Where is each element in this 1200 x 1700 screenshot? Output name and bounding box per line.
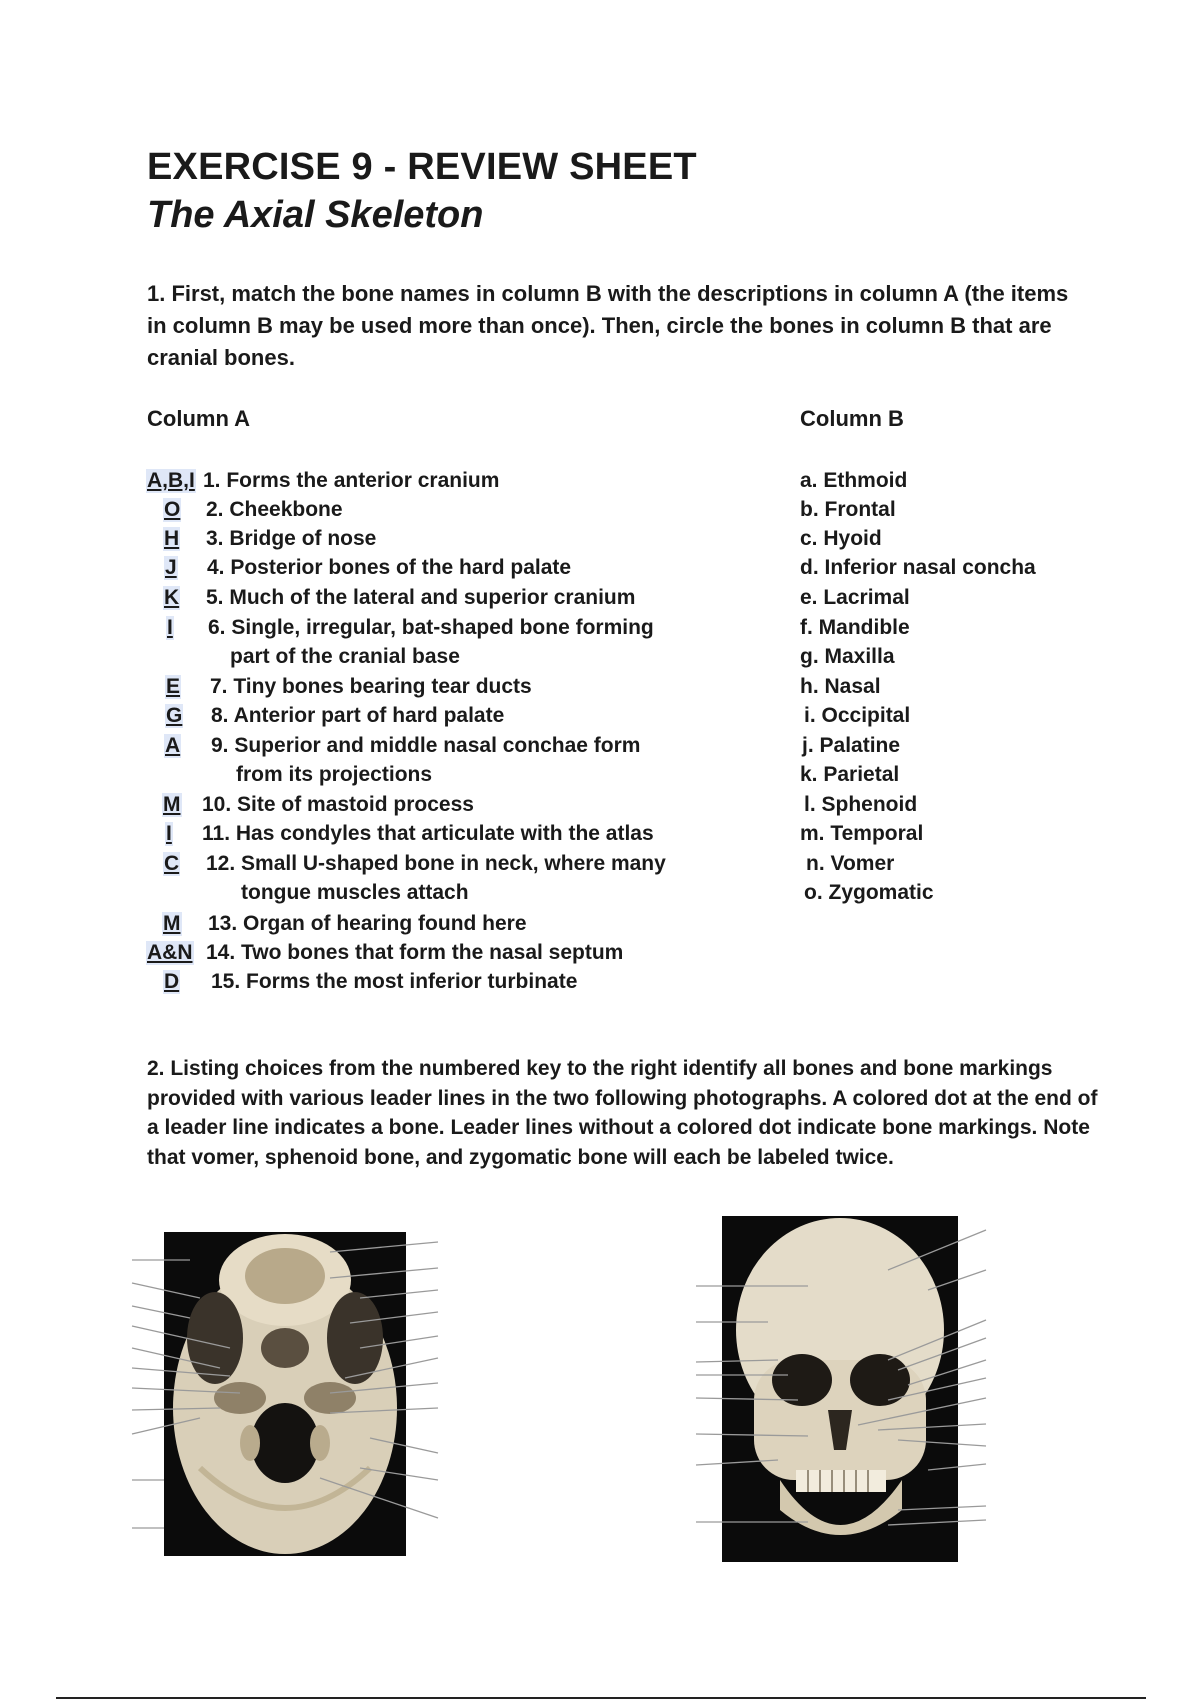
description-4: 4. Posterior bones of the hard palate	[207, 556, 572, 579]
column-b-item-f: f. Mandible	[800, 616, 910, 639]
answer-10[interactable]: M	[163, 793, 181, 816]
answer-12[interactable]: C	[164, 852, 180, 875]
column-b-item-i: i. Occipital	[804, 704, 911, 727]
description-11: 11. Has condyles that articulate with the atlas	[202, 822, 654, 845]
column-b-item-d: d. Inferior nasal concha	[800, 556, 1036, 579]
column-b-item-g: g. Maxilla	[800, 645, 895, 668]
description-10: 10. Site of mastoid process	[202, 793, 474, 816]
column-b-heading: Column B	[800, 406, 904, 431]
answer-11[interactable]: I	[166, 822, 172, 845]
description-5: 5. Much of the lateral and superior cranium	[206, 586, 636, 609]
description-7: 7. Tiny bones bearing tear ducts	[210, 675, 532, 698]
column-b-item-h: h. Nasal	[800, 675, 881, 698]
description-6: 6. Single, irregular, bat-shaped bone forming	[208, 616, 654, 639]
skull-anterior-view-photo	[688, 1210, 988, 1570]
answer-7[interactable]: E	[166, 675, 181, 698]
page-bottom-rule	[56, 1697, 1146, 1699]
answer-8[interactable]: G	[166, 704, 183, 727]
description-9-continued: from its projections	[236, 763, 433, 786]
description-13: 13. Organ of hearing found here	[208, 912, 527, 935]
column-b-item-c: c. Hyoid	[800, 527, 882, 550]
column-b-item-b: b. Frontal	[800, 498, 896, 521]
description-12-continued: tongue muscles attach	[241, 881, 469, 904]
question-2-instructions: 2. Listing choices from the numbered key to the right identify all bones and bone markings provided with various leader lines in the two following photographs. A colored dot at the end of a leader line indicates a bone. Leader lines without a colored dot indicate bone markings. Note that vomer, sphenoid bone, and zygomatic bone will each be labeled twice.	[147, 1057, 1098, 1169]
answer-3[interactable]: H	[164, 527, 180, 550]
description-9: 9. Superior and middle nasal conchae form	[211, 734, 641, 757]
description-3: 3. Bridge of nose	[206, 527, 377, 550]
description-15: 15. Forms the most inferior turbinate	[211, 970, 578, 993]
answer-9[interactable]: A	[165, 734, 181, 757]
column-b-item-l: l. Sphenoid	[804, 793, 918, 816]
description-14: 14. Two bones that form the nasal septum	[206, 941, 624, 964]
question-1-instructions: 1. First, match the bone names in column B with the descriptions in column A (the items in column B may be used more than once). Then, circle the bones in column B that are cranial bones.	[147, 281, 1069, 370]
answer-5[interactable]: K	[164, 586, 180, 609]
answer-4[interactable]: J	[165, 556, 177, 579]
description-2: 2. Cheekbone	[206, 498, 343, 521]
description-12: 12. Small U-shaped bone in neck, where many	[206, 852, 666, 875]
answer-13[interactable]: M	[163, 912, 181, 935]
skull-inferior-view-photo	[130, 1218, 440, 1558]
column-b-item-a: a. Ethmoid	[800, 469, 908, 492]
description-8: 8. Anterior part of hard palate	[211, 704, 505, 727]
answer-6[interactable]: I	[167, 616, 173, 639]
answer-1[interactable]: A,B,I	[147, 469, 195, 492]
column-b-item-m: m. Temporal	[800, 822, 924, 845]
column-b-item-e: e. Lacrimal	[800, 586, 910, 609]
column-b-item-o: o. Zygomatic	[804, 881, 934, 904]
description-1: 1. Forms the anterior cranium	[203, 469, 500, 492]
page-subtitle: The Axial Skeleton	[147, 194, 484, 236]
answer-15[interactable]: D	[164, 970, 180, 993]
page-title: EXERCISE 9 - REVIEW SHEET	[147, 146, 697, 188]
description-6-continued: part of the cranial base	[230, 645, 460, 668]
answer-14[interactable]: A&N	[147, 941, 193, 964]
column-a-heading: Column A	[147, 406, 251, 431]
column-b-item-j: j. Palatine	[802, 734, 901, 757]
answer-2[interactable]: O	[164, 498, 181, 521]
column-b-item-n: n. Vomer	[806, 852, 895, 875]
column-b-item-k: k. Parietal	[800, 763, 900, 786]
